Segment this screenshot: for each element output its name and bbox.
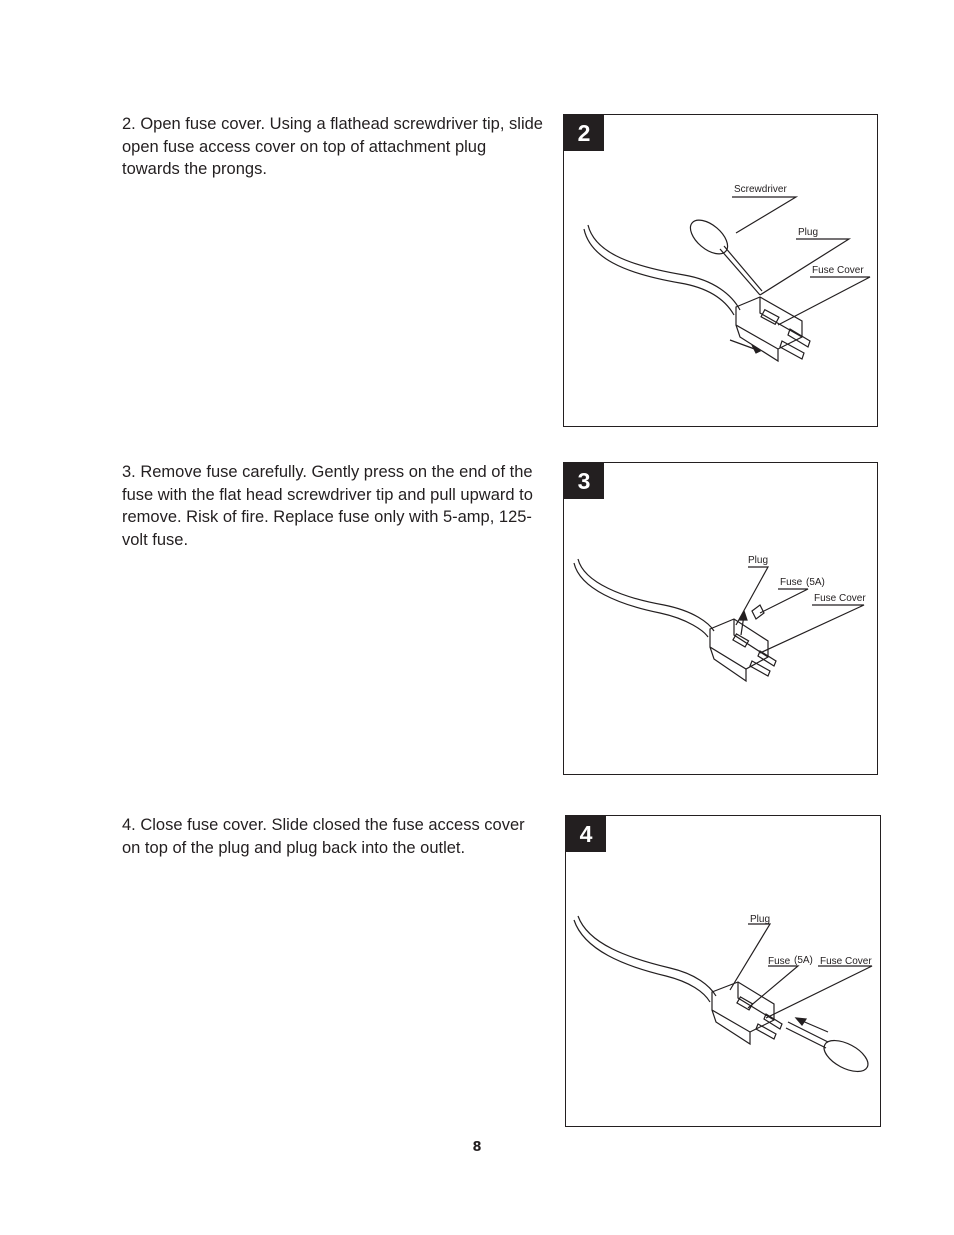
step-2-illustration bbox=[564, 115, 879, 428]
step-4-number-badge: 4 bbox=[566, 816, 606, 852]
label-plug: Plug bbox=[798, 227, 819, 238]
label-fuse-rating: (5A) bbox=[806, 577, 825, 588]
power-cord bbox=[578, 916, 716, 996]
step-2-text: 2. Open fuse cover. Using a flathead screwdriver tip, slide open fuse access cover on top of attachment plug towards the prongs. bbox=[122, 115, 543, 178]
screwdriver-shaft bbox=[720, 249, 760, 295]
label-plug: Plug bbox=[748, 555, 769, 566]
step-2-figure bbox=[563, 114, 878, 427]
label-fuse-cover: Fuse Cover bbox=[812, 265, 864, 276]
label-screwdriver: Screwdriver bbox=[734, 184, 787, 195]
label-fuse: Fuse bbox=[780, 577, 803, 588]
power-cord bbox=[578, 559, 714, 631]
page-number: 8 bbox=[472, 1140, 482, 1155]
step-3-text: 3. Remove fuse carefully. Gently press on the end of the fuse with the flat head screwdriver tip and pull upward to remove. Risk of fire. Replace fuse only with 5-amp, 125-volt fuse. bbox=[122, 463, 533, 549]
step-3-number-badge: 3 bbox=[564, 463, 604, 499]
fuse-cover bbox=[733, 634, 749, 647]
label-fuse-rating: (5A) bbox=[794, 955, 813, 966]
screwdriver-handle bbox=[684, 214, 733, 261]
label-fuse: Fuse bbox=[768, 956, 791, 967]
step-4-illustration bbox=[566, 816, 882, 1128]
plug-prongs bbox=[764, 1014, 782, 1029]
label-fuse-cover: Fuse Cover bbox=[814, 593, 866, 604]
step-4-text: 4. Close fuse cover. Slide closed the fuse access cover on top of the plug and plug back into the outlet. bbox=[122, 816, 525, 857]
step-4-figure bbox=[565, 815, 881, 1127]
step-3-illustration bbox=[564, 463, 879, 776]
label-fuse-cover: Fuse Cover bbox=[820, 956, 872, 967]
screwdriver-handle bbox=[819, 1034, 873, 1078]
fuse-cover bbox=[761, 310, 779, 325]
fuse-cover bbox=[737, 997, 753, 1010]
label-plug: Plug bbox=[750, 914, 771, 925]
step-3-figure bbox=[563, 462, 878, 775]
step-2-number-badge: 2 bbox=[564, 115, 604, 151]
